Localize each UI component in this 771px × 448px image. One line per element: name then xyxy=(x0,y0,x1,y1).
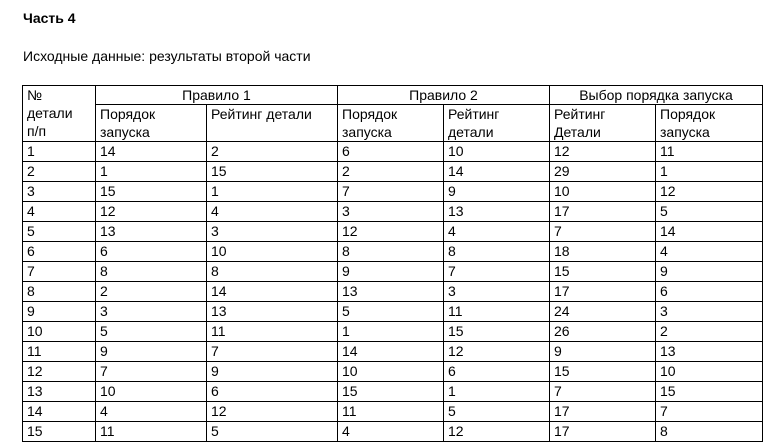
cell-choice-launch-order: 6 xyxy=(656,282,763,302)
header-line: Порядок xyxy=(342,106,398,122)
cell-part-number: 11 xyxy=(23,342,96,362)
header-line: Рейтинг xyxy=(448,106,500,122)
table-header-row-groups xyxy=(23,86,763,105)
header-rule-1: Правило 1 xyxy=(96,86,338,105)
cell-rule1-part-rating: 4 xyxy=(207,202,338,222)
results-table xyxy=(22,85,763,442)
cell-rule2-launch-order: 10 xyxy=(338,362,444,382)
header-choice-part-rating xyxy=(550,105,656,142)
cell-rule1-part-rating: 15 xyxy=(207,162,338,182)
cell-choice-launch-order: 8 xyxy=(656,422,763,442)
header-rule1-launch-order xyxy=(96,105,207,142)
cell-choice-launch-order: 1 xyxy=(656,162,763,182)
cell-rule2-part-rating: 13 xyxy=(444,202,550,222)
cell-choice-launch-order: 11 xyxy=(656,142,763,162)
table-row xyxy=(23,262,763,282)
cell-choice-launch-order: 4 xyxy=(656,242,763,262)
cell-part-number: 9 xyxy=(23,302,96,322)
header-line: Порядок xyxy=(100,106,156,122)
cell-rule2-part-rating: 10 xyxy=(444,142,550,162)
header-line: запуска xyxy=(342,124,392,140)
cell-part-number: 6 xyxy=(23,242,96,262)
cell-rule2-part-rating: 5 xyxy=(444,402,550,422)
table-row xyxy=(23,282,763,302)
cell-choice-part-rating: 10 xyxy=(550,182,656,202)
cell-rule1-part-rating: 2 xyxy=(207,142,338,162)
cell-rule1-launch-order: 15 xyxy=(96,182,207,202)
cell-part-number: 8 xyxy=(23,282,96,302)
cell-choice-part-rating: 26 xyxy=(550,322,656,342)
header-part-number-line: № xyxy=(27,87,43,103)
table-header-row-columns xyxy=(23,105,763,142)
table-row xyxy=(23,142,763,162)
cell-choice-part-rating: 7 xyxy=(550,222,656,242)
cell-choice-launch-order: 15 xyxy=(656,382,763,402)
cell-rule1-part-rating: 1 xyxy=(207,182,338,202)
cell-choice-part-rating: 17 xyxy=(550,282,656,302)
header-part-number-line: п/п xyxy=(27,123,47,139)
cell-choice-launch-order: 3 xyxy=(656,302,763,322)
table-row xyxy=(23,242,763,262)
cell-rule2-launch-order: 8 xyxy=(338,242,444,262)
cell-part-number: 2 xyxy=(23,162,96,182)
cell-choice-launch-order: 10 xyxy=(656,362,763,382)
header-line: Порядок xyxy=(660,106,716,122)
cell-rule2-part-rating: 14 xyxy=(444,162,550,182)
cell-rule1-launch-order: 7 xyxy=(96,362,207,382)
cell-part-number: 4 xyxy=(23,202,96,222)
cell-choice-part-rating: 17 xyxy=(550,422,656,442)
cell-choice-launch-order: 9 xyxy=(656,262,763,282)
cell-rule2-launch-order: 13 xyxy=(338,282,444,302)
cell-rule1-part-rating: 7 xyxy=(207,342,338,362)
cell-part-number: 12 xyxy=(23,362,96,382)
cell-rule2-launch-order: 1 xyxy=(338,322,444,342)
cell-rule2-launch-order: 11 xyxy=(338,402,444,422)
cell-part-number: 3 xyxy=(23,182,96,202)
cell-rule1-launch-order: 6 xyxy=(96,242,207,262)
table-row xyxy=(23,402,763,422)
cell-rule2-part-rating: 7 xyxy=(444,262,550,282)
cell-rule1-launch-order: 8 xyxy=(96,262,207,282)
cell-choice-launch-order: 2 xyxy=(656,322,763,342)
cell-choice-launch-order: 12 xyxy=(656,182,763,202)
cell-rule2-part-rating: 9 xyxy=(444,182,550,202)
cell-rule2-launch-order: 3 xyxy=(338,202,444,222)
cell-choice-part-rating: 24 xyxy=(550,302,656,322)
cell-part-number: 7 xyxy=(23,262,96,282)
header-rule2-launch-order xyxy=(338,105,444,142)
table-row xyxy=(23,342,763,362)
cell-rule1-launch-order: 1 xyxy=(96,162,207,182)
cell-choice-part-rating: 12 xyxy=(550,142,656,162)
table-row xyxy=(23,362,763,382)
cell-choice-part-rating: 15 xyxy=(550,362,656,382)
table-row xyxy=(23,422,763,442)
cell-rule2-launch-order: 14 xyxy=(338,342,444,362)
header-line: детали xyxy=(448,124,494,140)
cell-rule2-launch-order: 15 xyxy=(338,382,444,402)
cell-choice-part-rating: 7 xyxy=(550,382,656,402)
cell-part-number: 5 xyxy=(23,222,96,242)
cell-rule2-part-rating: 6 xyxy=(444,362,550,382)
header-line: Рейтинг детали xyxy=(211,106,312,122)
cell-rule2-part-rating: 1 xyxy=(444,382,550,402)
cell-rule2-launch-order: 5 xyxy=(338,302,444,322)
cell-rule1-launch-order: 14 xyxy=(96,142,207,162)
header-rule2-part-rating xyxy=(444,105,550,142)
cell-choice-launch-order: 7 xyxy=(656,402,763,422)
table-row xyxy=(23,202,763,222)
header-choice-launch-order xyxy=(656,105,763,142)
cell-choice-part-rating: 17 xyxy=(550,202,656,222)
cell-choice-launch-order: 14 xyxy=(656,222,763,242)
cell-rule1-launch-order: 5 xyxy=(96,322,207,342)
cell-part-number: 1 xyxy=(23,142,96,162)
cell-rule2-launch-order: 2 xyxy=(338,162,444,182)
cell-rule2-part-rating: 11 xyxy=(444,302,550,322)
cell-rule2-launch-order: 9 xyxy=(338,262,444,282)
cell-rule1-part-rating: 8 xyxy=(207,262,338,282)
section-title: Часть 4 xyxy=(23,10,76,26)
cell-rule2-launch-order: 4 xyxy=(338,422,444,442)
header-rule-2: Правило 2 xyxy=(338,86,550,105)
table-row xyxy=(23,322,763,342)
header-line: Детали xyxy=(554,124,601,140)
cell-rule1-part-rating: 10 xyxy=(207,242,338,262)
header-rule1-part-rating xyxy=(207,105,338,142)
cell-rule2-launch-order: 7 xyxy=(338,182,444,202)
cell-part-number: 13 xyxy=(23,382,96,402)
cell-rule1-launch-order: 2 xyxy=(96,282,207,302)
header-part-number-line: детали xyxy=(27,105,73,121)
cell-choice-part-rating: 9 xyxy=(550,342,656,362)
cell-rule2-part-rating: 4 xyxy=(444,222,550,242)
cell-rule1-part-rating: 6 xyxy=(207,382,338,402)
cell-rule1-launch-order: 13 xyxy=(96,222,207,242)
cell-rule2-part-rating: 12 xyxy=(444,422,550,442)
cell-rule1-part-rating: 14 xyxy=(207,282,338,302)
header-part-number xyxy=(23,86,96,142)
cell-choice-part-rating: 17 xyxy=(550,402,656,422)
cell-rule1-part-rating: 5 xyxy=(207,422,338,442)
cell-rule1-launch-order: 10 xyxy=(96,382,207,402)
results-table-body xyxy=(23,86,763,442)
cell-rule2-part-rating: 8 xyxy=(444,242,550,262)
cell-choice-launch-order: 5 xyxy=(656,202,763,222)
cell-rule1-part-rating: 12 xyxy=(207,402,338,422)
cell-rule1-part-rating: 13 xyxy=(207,302,338,322)
table-row xyxy=(23,162,763,182)
cell-rule2-part-rating: 3 xyxy=(444,282,550,302)
cell-rule1-part-rating: 9 xyxy=(207,362,338,382)
table-row xyxy=(23,222,763,242)
header-line: запуска xyxy=(660,124,710,140)
cell-choice-part-rating: 15 xyxy=(550,262,656,282)
header-line: запуска xyxy=(100,124,150,140)
table-row xyxy=(23,302,763,322)
cell-rule1-launch-order: 4 xyxy=(96,402,207,422)
cell-rule1-launch-order: 9 xyxy=(96,342,207,362)
cell-rule1-part-rating: 11 xyxy=(207,322,338,342)
cell-rule2-part-rating: 12 xyxy=(444,342,550,362)
table-row xyxy=(23,182,763,202)
cell-part-number: 10 xyxy=(23,322,96,342)
cell-rule2-launch-order: 6 xyxy=(338,142,444,162)
cell-rule1-launch-order: 12 xyxy=(96,202,207,222)
cell-rule2-launch-order: 12 xyxy=(338,222,444,242)
cell-rule2-part-rating: 15 xyxy=(444,322,550,342)
cell-rule1-launch-order: 11 xyxy=(96,422,207,442)
cell-choice-part-rating: 29 xyxy=(550,162,656,182)
cell-part-number: 14 xyxy=(23,402,96,422)
cell-rule1-part-rating: 3 xyxy=(207,222,338,242)
table-row xyxy=(23,382,763,402)
cell-rule1-launch-order: 3 xyxy=(96,302,207,322)
cell-choice-launch-order: 13 xyxy=(656,342,763,362)
header-launch-order-choice: Выбор порядка запуска xyxy=(550,86,763,105)
cell-choice-part-rating: 18 xyxy=(550,242,656,262)
cell-part-number: 15 xyxy=(23,422,96,442)
header-line: Рейтинг xyxy=(554,106,606,122)
source-data-caption: Исходные данные: результаты второй части xyxy=(23,48,311,64)
